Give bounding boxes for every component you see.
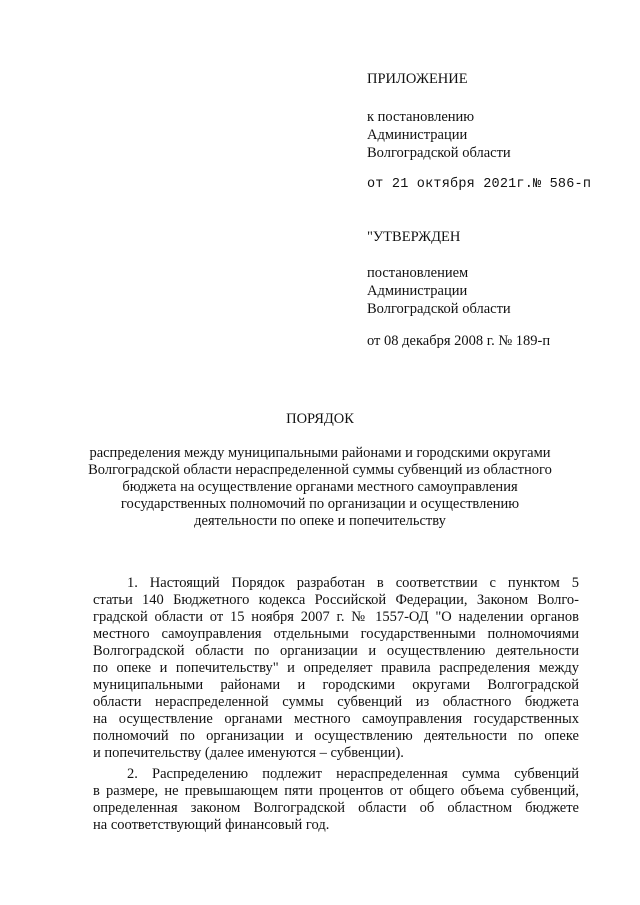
appendix-line: к постановлению	[367, 109, 475, 125]
appendix-line: Администрации	[367, 127, 468, 143]
paragraph-1	[93, 575, 579, 762]
appendix-date-line: от 21 октября 2021г.№ 586-п	[367, 177, 592, 192]
paragraph-line: на соответствующий финансовый год.	[93, 817, 330, 833]
paragraph-line: полномочий по организации и осуществлению деятельности по опеке	[93, 728, 579, 744]
paragraph-line: градской области от 15 ноября 2007 г. № 1557-ОД "О наделении органов	[93, 609, 579, 625]
appendix-line: Волгоградской области	[367, 145, 511, 161]
paragraph-line: и попечительству (далее именуются – субвенции).	[93, 745, 404, 761]
appendix-heading: ПРИЛОЖЕНИЕ	[367, 71, 468, 87]
approved-heading: "УТВЕРЖДЕН	[367, 229, 461, 245]
approved-date-line: от 08 декабря 2008 г. № 189-п	[367, 333, 551, 349]
paragraph-line: местного самоуправления отдельными государственными полномочиями	[93, 626, 579, 642]
paragraph-line: в размере, не превышающем пяти процентов от общего объема субвенций,	[93, 783, 579, 799]
subtitle-line: распределения между муниципальными районами и городскими округами	[89, 445, 551, 461]
document-title: ПОРЯДОК	[286, 411, 354, 427]
document-subtitle	[70, 445, 570, 530]
subtitle-line: деятельности по опеке и попечительству	[194, 513, 446, 529]
approved-line: постановлением	[367, 265, 469, 281]
paragraph-line: муниципальными районами и городскими округами Волгоградской	[93, 677, 579, 693]
approved-line: Волгоградской области	[367, 301, 511, 317]
paragraph-line: Волгоградской области по организации и осуществлению деятельности	[93, 643, 579, 659]
paragraph-line: на осуществление органами местного самоуправления государственных	[93, 711, 579, 727]
paragraph-line: статьи 140 Бюджетного кодекса Российской Федерации, Законом Волго-	[93, 592, 579, 608]
paragraph-line: по опеке и попечительству" и определяет правила распределения между	[93, 660, 579, 676]
subtitle-line: государственных полномочий по организации и осуществлению	[120, 496, 520, 512]
subtitle-line: Волгоградской области нераспределенной суммы субвенций из областного	[88, 462, 552, 478]
paragraph-line: определенная законом Волгоградской области об областном бюджете	[93, 800, 579, 816]
approved-line: Администрации	[367, 283, 468, 299]
paragraph-line: 1. Настоящий Порядок разработан в соответствии с пунктом 5	[127, 575, 579, 591]
paragraph-line: 2. Распределению подлежит нераспределенная сумма субвенций	[127, 766, 579, 782]
paragraph-line: области нераспределенной суммы субвенций из областного бюджета	[93, 694, 579, 710]
paragraph-2	[93, 766, 579, 834]
subtitle-line: бюджета на осуществление органами местного самоуправления	[122, 479, 518, 495]
